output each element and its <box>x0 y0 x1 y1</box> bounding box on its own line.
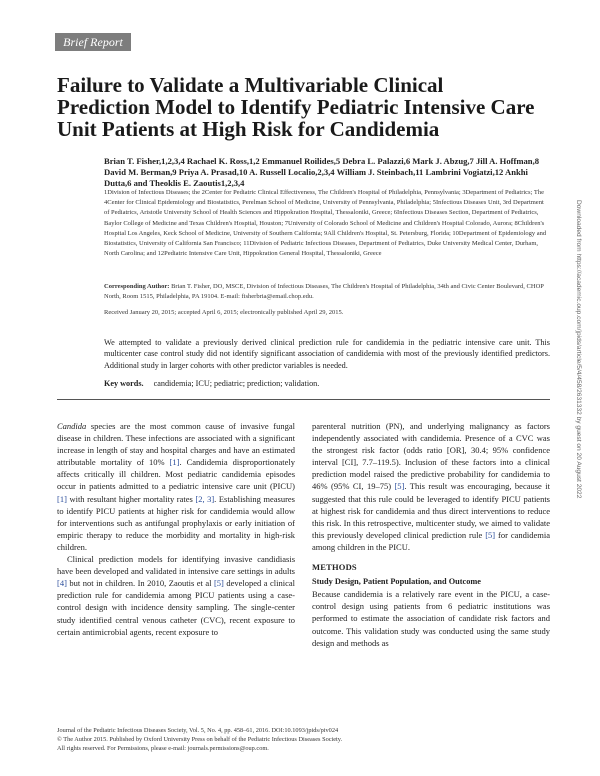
citation-line: Journal of the Pediatric Infectious Diseases Society, Vol. 5, No. 4, pp. 458–61, 2016. DOI:10.1093/jpids/piv024 <box>57 727 339 734</box>
citation-link[interactable]: [1] <box>169 457 180 468</box>
abstract: We attempted to validate a previously derived clinical prediction rule for candidemia in the pediatric intensive care unit. This multicenter case control study did not identify significant association of candidemia with most of the previously identified predictors. Additional study in larger cohorts with other predictor variables is needed. <box>104 338 550 370</box>
author-list: Brian T. Fisher,1,2,3,4 Rachael K. Ross,1,2 Emmanuel Roilides,5 Debra L. Palazzi,6 Mark J. Abzug,7 Jill A. Hoffman,8 David M. Berman,9 Priya A. Prasad,10 A. Russell Localio,2,3,4 William J. Steinbach,11 Lambrini Vogiatzi,12 Ankhi Dutta,6 and Theoklis E. Zaoutis1,2,3,4 <box>104 156 540 188</box>
text-run: . Establishing measures to identify PICU patients at higher risk for candidemia would allow for interventions such as antifungal prophylaxis or early initiation of empiric therapy to reduce the morbidity and mortality in high-risk children. <box>57 493 295 552</box>
copyright-line: © The Author 2015. Published by Oxford University Press on behalf of the Pediatric Infectious Diseases Society. <box>57 735 343 743</box>
methods-heading: METHODS <box>312 562 357 573</box>
intro-paragraph-1 <box>57 420 295 553</box>
text-run: but not in children. In 2010, Zaoutis et al <box>66 578 214 589</box>
section-divider <box>57 399 550 400</box>
text-run: . This result was encouraging, because it suggested that this rule could be leveraged to identify PICU patients at highest risk for candidemia and thus direct interventions to reduce this risk. In this retrospective, multicenter study, we aimed to validate this previously developed clinical prediction rule <box>312 481 550 540</box>
genus-name: Candida <box>57 421 87 431</box>
citation-link[interactable]: [4] <box>57 578 67 589</box>
intro-paragraph-3 <box>312 420 550 553</box>
citation-link[interactable]: [1] <box>57 493 67 504</box>
text-run: . Candidemia disproportionately affects critically ill children. Most pediatric candidemia episodes occur in patients admitted to a pediatric intensive care unit (PICU) <box>57 457 295 492</box>
intro-paragraph-2 <box>57 553 295 638</box>
corresponding-label: Corresponding Author: <box>104 283 170 290</box>
left-column <box>57 420 295 638</box>
text-run: parenteral nutrition (PN), and underlying malignancy as factors independently associated with candidemia. Presence of a CVC was the strongest risk factor (odds ratio [OR], 30.4; 95% confidence interval [CI], 7.7–119.5). Inclusion of these factors into a clinical prediction model raised the predictive probability for candidemia to 46% (95% CI, 19–75) <box>312 421 550 492</box>
corresponding-details: Brian T. Fisher, DO, MSCE, Division of Infectious Diseases, The Children's Hospital of Philadelphia, 34th and Civic Center Boulevard, CHOP North, Room 1515, Philadelphia, PA 19104. E-mail: fisherbria@email.chop.edu. <box>104 283 544 300</box>
corresponding-author <box>104 282 550 302</box>
affiliations: 1Division of Infectious Diseases; the 2Center for Pediatric Clinical Effectiveness, The Children's Hospital of Philadelphia, Pennsylvania; 3Department of Pediatrics; The 4Center for Clinical Epidemiology and Biostatistics, Perelman School of Medicine, University of Pennsylvania, Philadelphia; 5Infectious Diseases Unit, 3rd Department of Pediatrics, Aristotle University School of Health Sciences and Hippokration Hospital, Thessaloniki, Greece; 6Infectious Diseases Section, Department of Pediatrics, Baylor College of Medicine and Texas Children's Hospital, Houston; 7University of Colorado School of Medicine and Children's Hospital Colorado, Aurora; 8Children's Hospital Los Angeles, Keck School of Medicine, University of Southern California; 9All Children's Hospital, St. Petersburg, Florida; 10Department of Epidemiology and Biostatistics, University of California San Francisco; 11Division of Pediatric Infectious Diseases, Department of Pediatrics, Duke University Medical Center, Durham, North Carolina; and 12Pediatric Intensive Care Unit, Hippokration General Hospital, Thessaloniki, Greece <box>104 189 547 258</box>
publication-dates: Received January 20, 2015; accepted April 6, 2015; electronically published April 29, 2015. <box>104 309 344 316</box>
right-column <box>312 420 550 649</box>
keywords <box>104 378 550 389</box>
text-run: with resultant higher mortality rates <box>66 493 196 504</box>
article-title: Failure to Validate a Multivariable Clinical Prediction Model to Identify Pediatric Intensive Care Unit Patients at High Risk for Candidemia <box>57 73 535 141</box>
download-watermark <box>572 200 582 690</box>
citation-link[interactable]: [5] <box>485 529 496 540</box>
citation-link[interactable]: [5] <box>394 481 405 492</box>
text-run: for candidemia among children in the PICU. <box>312 529 550 552</box>
keywords-list: candidemia; ICU; pediatric; prediction; validation. <box>153 379 320 388</box>
download-notice: Downloaded from https://academic.oup.com/jpids/article/5/4/458/2631332 by guest on 20 August 2022 <box>575 200 582 499</box>
methods-paragraph: Because candidemia is a relatively rare event in the PICU, a case-control design using patients from 6 pediatric institutions was performed to estimate the association of candidate risk factors and outcome. This validation study was conducted using the same study design and methods as <box>312 589 550 648</box>
permissions-line: All rights reserved. For Permissions, please e-mail: journals.permissions@oup.com. <box>57 744 269 752</box>
journal-footer <box>57 727 550 753</box>
methods-subheading: Study Design, Patient Population, and Outcome <box>312 577 481 587</box>
keywords-label: Key words. <box>104 379 144 388</box>
text-run: species are the most common cause of invasive fungal disease in children. These infections are associated with a significant increase in length of stay and hospital charges and have an estimated attributable mortality of 10% <box>57 421 295 468</box>
text-run: Clinical prediction models for identifying invasive candidiasis have been developed and validated in intensive care settings in adults <box>57 554 295 577</box>
article-type-badge: Brief Report <box>55 33 131 51</box>
text-run: developed a clinical prediction rule for candidemia among PICU patients using a case-control design with incidence density sampling. The single-center study identified central venous catheter (CVC), recent exposure to certain antimicrobial agents, recent exposure to <box>57 578 295 637</box>
citation-link[interactable]: [2, 3] <box>195 493 215 504</box>
citation-link[interactable]: [5] <box>213 578 224 589</box>
